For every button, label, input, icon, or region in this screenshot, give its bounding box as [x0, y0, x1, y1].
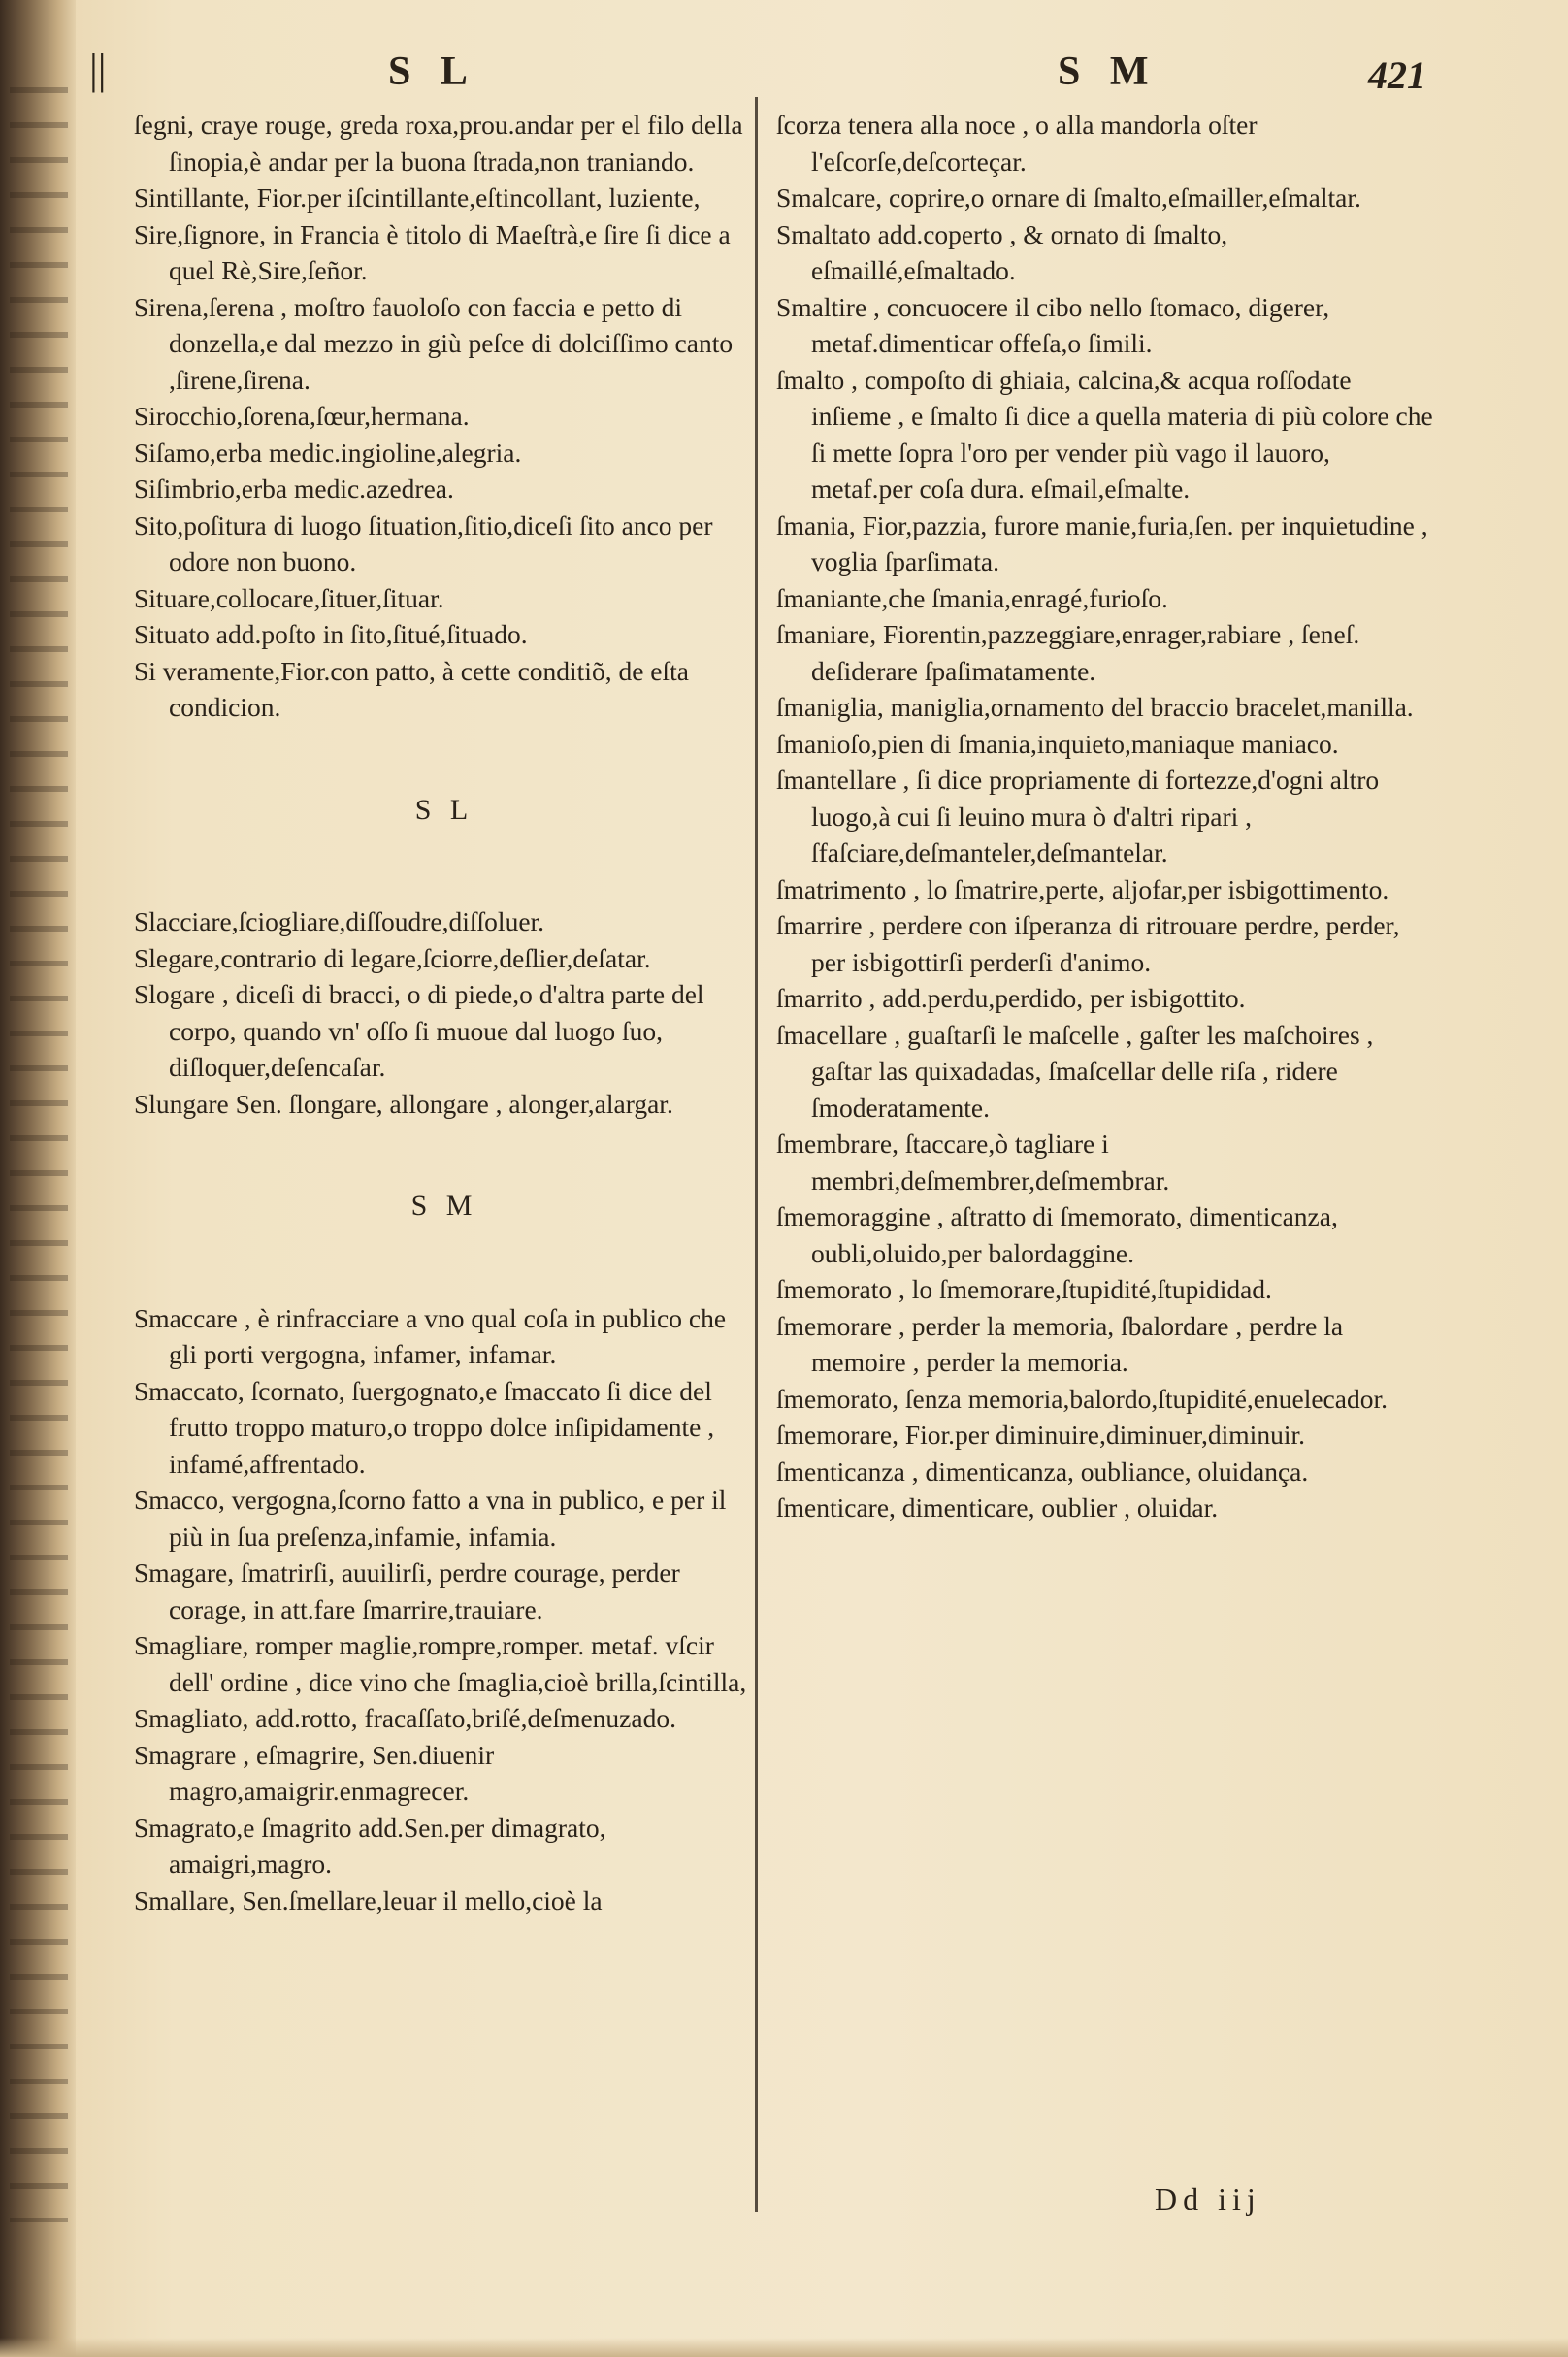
dictionary-entry: ſmanioſo,pien di ſmania,inquieto,maniaque maniaco.	[776, 728, 1339, 759]
dictionary-entry: ſmania, Fior,pazzia, furore manie,furia,ſen. per inquietudine , voglia ſparſimata.	[776, 509, 1428, 576]
dictionary-entry: ſmantellare , ſi dice propriamente di fortezze,d'ogni altro luogo,à cui ſi leuino mura ò d'altri ripari , ſfaſciare,deſmanteler,deſmantelar.	[776, 765, 1380, 868]
left-margin-mark: ||	[89, 46, 107, 93]
dictionary-entry: Smallare, Sen.ſmellare,leuar il mello,cioè la	[134, 1884, 603, 1915]
dictionary-entry: ſmalto , compoſto di ghiaia, calcina,& acqua roſſodate inſieme , e ſmalto ſi dice a quella materia di più colore che ſi mette ſopra l'oro per vender più vago il lauoro, metaf.per coſa dura. eſmail,eſmalte.	[776, 364, 1433, 504]
dictionary-entry: Sirena,ſerena , moſtro fauoloſo con faccia e petto di donzella,e dal mezzo in giù peſce di dolciſſimo canto ,ſirene,ſirena.	[134, 291, 734, 395]
dictionary-entry: Slacciare,ſciogliare,diſſoudre,diſſoluer.	[134, 906, 545, 936]
dictionary-entry: Smagliato, add.rotto, fracaſſato,briſé,deſmenuzado.	[134, 1703, 676, 1733]
dictionary-entry: Smagrato,e ſmagrito add.Sen.per dimagrato, amaigri,magro.	[134, 1812, 606, 1879]
dictionary-entry: ſmaniare, Fiorentin,pazzeggiare,enrager,rabiare , ſeneſ. deſiderare ſpaſimatamente.	[776, 619, 1360, 686]
dictionary-entry: Smaltire , concuocere il cibo nello ſtomaco, digerer, metaf.dimenticar offeſa,o ſimili.	[776, 291, 1330, 358]
dictionary-entry: Sire,ſignore, in Francia è titolo di Maeſtrà,e ſire ſi dice a quel Rè,Sire,ſeñor.	[134, 218, 731, 285]
page-number: 421	[1368, 53, 1426, 97]
dictionary-entry: ſmarrire , perdere con iſperanza di ritrouare perdre, perder, per isbigottirſi perderſi d'animo.	[776, 910, 1400, 977]
dictionary-entry: ſmembrare, ſtaccare,ò tagliare i membri,deſmembrer,deſmembrar.	[776, 1129, 1170, 1195]
page-gutter	[0, 0, 76, 2357]
dictionary-entry: Siſimbrio,erba medic.azedrea.	[134, 474, 454, 504]
left-entries-top	[134, 107, 755, 726]
dictionary-entry: ſmemoraggine , aſtratto di ſmemorato, dimenticanza, oubli,oluido,per balordaggine.	[776, 1201, 1338, 1268]
dictionary-entry: Smagrare , eſmagrire, Sen.diuenir magro,amaigrir.enmagrecer.	[134, 1739, 495, 1806]
dictionary-entry: ſegni, craye rouge, greda roxa,prou.andar per el filo della ſinopia,è andar per la buona ſtrada,non traniando.	[134, 110, 743, 177]
page-bottom-edge	[0, 2338, 1568, 2357]
dictionary-entry: ſmemorare , perder la memoria, ſbalordare , perdre la memoire , perder la memoria.	[776, 1310, 1344, 1377]
running-head-left: S L	[388, 49, 477, 94]
dictionary-entry: Slungare Sen. ſlongare, allongare , alonger,alargar.	[134, 1088, 673, 1119]
dictionary-entry: ſmenticare, dimenticare, oublier , oluidar.	[776, 1492, 1219, 1522]
dictionary-entry: Situato add.poſto in ſito,ſitué,ſituado.	[134, 619, 528, 649]
left-entries-sm	[134, 1300, 755, 1919]
dictionary-entry: ſmemorare, Fior.per diminuire,diminuer,diminuir.	[776, 1420, 1305, 1450]
dictionary-entry: ſmaniglia, maniglia,ornamento del braccio bracelet,manilla.	[776, 692, 1414, 722]
section-heading-sl: S L	[414, 793, 474, 826]
dictionary-entry: Smagare, ſmatrirſi, auuilirſi, perdre courage, perder corage, in att.fare ſmarrire,trauiare.	[134, 1557, 680, 1624]
dictionary-entry: ſmaniante,che ſmania,enragé,furioſo.	[776, 582, 1168, 613]
dictionary-entry: Slegare,contrario di legare,ſciorre,deſlier,deſatar.	[134, 942, 651, 973]
right-entries	[776, 107, 1436, 1526]
dictionary-entry: ſmacellare , guaſtarſi le maſcelle , gaſter les maſchoires , gaſtar las quixadadas, ſmaſcellar delle riſa , ridere ſmoderatamente.	[776, 1019, 1374, 1123]
dictionary-entry: ſmenticanza , dimenticanza, oubliance, oluidança.	[776, 1456, 1309, 1487]
dictionary-entry: Sirocchio,ſorena,ſœur,hermana.	[134, 401, 470, 431]
running-head-right: S M	[1058, 49, 1159, 94]
dictionary-entry: Smalcare, coprire,o ornare di ſmalto,eſmailler,eſmaltar.	[776, 182, 1361, 213]
dictionary-entry: ſmemorato, ſenza memoria,balordo,ſtupidité,enuelecador.	[776, 1383, 1388, 1414]
dictionary-entry: ſcorza tenera alla noce , o alla mandorla oſter l'eſcorſe,deſcorteçar.	[776, 110, 1258, 177]
right-column	[776, 107, 1436, 1526]
dictionary-entry: Smacco, vergogna,ſcorno fatto a vna in publico, e per il più in ſua preſenza,infamie, infamia.	[134, 1485, 727, 1552]
dictionary-entry: ſmatrimento , lo ſmatrire,perte, aljofar,per isbigottimento.	[776, 873, 1389, 904]
dictionary-entry: ſmarrito , add.perdu,perdido, per isbigottito.	[776, 983, 1246, 1013]
dictionary-entry: Slogare , diceſi di bracci, o di piede,o d'altra parte del corpo, quando vn' oſſo ſi muoue dal luogo ſuo, diſloquer,deſencaſar.	[134, 979, 704, 1082]
dictionary-entry: Situare,collocare,ſituer,ſituar.	[134, 582, 444, 613]
column-rule	[755, 97, 758, 2212]
left-entries-sl	[134, 903, 755, 1122]
dictionary-entry: Smaccato, ſcornato, ſuergognato,e ſmaccato ſi dice del frutto troppo maturo,o troppo dolce inſipidamente , infamé,affrentado.	[134, 1375, 715, 1479]
section-heading-sm: S M	[410, 1190, 478, 1222]
signature-mark: Dd iij	[1155, 2181, 1261, 2216]
left-column	[134, 107, 755, 1918]
dictionary-entry: Siſamo,erba medic.ingioline,alegria.	[134, 437, 522, 468]
dictionary-entry: Smagliare, romper maglie,rompre,romper. metaf. vſcir dell' ordine , dice vino che ſmaglia,cioè brilla,ſcintilla,	[134, 1630, 747, 1697]
dictionary-entry: Smaccare , è rinfracciare a vno qual coſa in publico che gli porti vergogna, infamer, infamar.	[134, 1302, 727, 1369]
dictionary-entry: Smaltato add.coperto , & ornato di ſmalto, eſmaillé,eſmaltado.	[776, 218, 1228, 285]
dictionary-entry: Si veramente,Fior.con patto, à cette conditiõ, de eſta condicion.	[134, 655, 689, 722]
dictionary-entry: Sintillante, Fior.per iſcintillante,eſtincollant, luziente,	[134, 182, 701, 213]
dictionary-entry: ſmemorato , lo ſmemorare,ſtupidité,ſtupididad.	[776, 1274, 1272, 1304]
dictionary-entry: Sito,poſitura di luogo ſituation,ſitio,diceſi ſito anco per odore non buono.	[134, 509, 713, 576]
